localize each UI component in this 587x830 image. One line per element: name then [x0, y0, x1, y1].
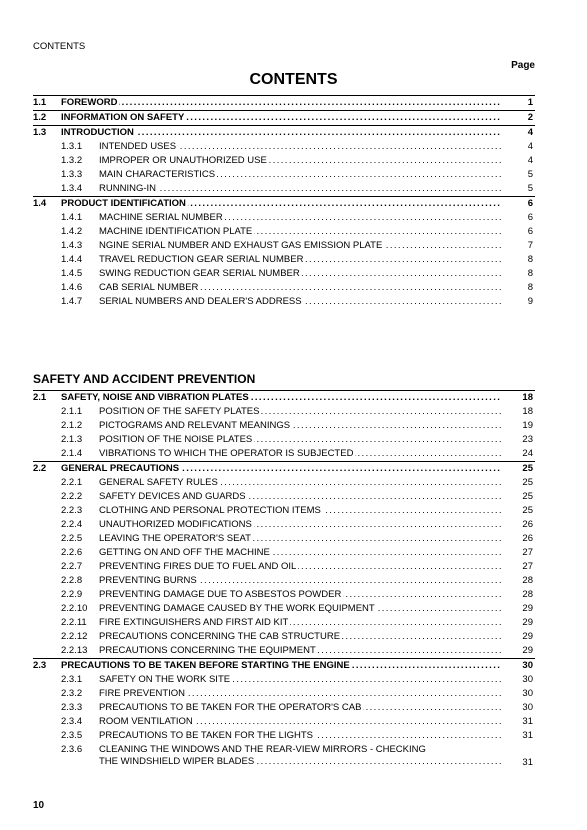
toc-entry-title: UNAUTHORIZED MODIFICATIONS	[99, 519, 252, 530]
toc-entry-row	[33, 687, 535, 701]
toc-entry-number: 1.4.3	[61, 240, 83, 251]
toc-entry-title: FOREWORD	[61, 97, 118, 108]
toc-entry-page: 1	[527, 97, 533, 108]
toc-entry-number: 2.2.13	[61, 645, 88, 656]
toc-chapter-row	[33, 196, 535, 211]
toc-chapter-row	[33, 125, 535, 140]
toc-entry-title: SAFETY, NOISE AND VIBRATION PLATES	[61, 392, 249, 403]
toc-entry-row	[33, 295, 535, 309]
toc-entry-page: 30	[522, 688, 533, 699]
toc-entry-row	[33, 673, 535, 687]
toc-entry-number: 2.2.6	[61, 547, 83, 558]
toc-entry-number: 1.1	[33, 97, 47, 108]
toc-entry-title: INFORMATION ON SAFETY	[61, 112, 185, 123]
toc-entry-leader	[61, 392, 501, 404]
toc-entry-leader	[99, 254, 501, 266]
toc-entry-row	[33, 419, 535, 433]
toc-entry-number: 2.2.12	[61, 631, 88, 642]
toc-entry-page: 2	[527, 112, 533, 123]
toc-entry-number: 1.4.1	[61, 212, 83, 223]
toc-entry-page: 25	[522, 463, 533, 474]
toc-entry-title: NGINE SERIAL NUMBER AND EXHAUST GAS EMISSION PLATE	[99, 240, 383, 251]
toc-chapter-row	[33, 658, 535, 673]
toc-entry-row	[33, 211, 535, 225]
toc-entry-leader	[99, 282, 501, 294]
toc-entry-title: PRECAUTIONS CONCERNING THE EQUIPMENT	[99, 645, 316, 656]
toc-entry-title: SWING REDUCTION GEAR SERIAL NUMBER	[99, 268, 300, 279]
toc-entry-page: 25	[522, 491, 533, 502]
toc-entry-title: PREVENTING BURNS	[99, 575, 197, 586]
toc-entry-title: SAFETY DEVICES AND GUARDS	[99, 491, 246, 502]
toc-entry-title: CLOTHING AND PERSONAL PROTECTION ITEMS	[99, 505, 321, 516]
toc-entry-number: 1.3.4	[61, 183, 83, 194]
toc-entry-row	[33, 743, 535, 769]
toc-entry-row	[33, 616, 535, 630]
toc-entry-page: 4	[527, 141, 533, 152]
toc-entry-page: 8	[527, 268, 533, 279]
toc-entry-title: PRECAUTIONS TO BE TAKEN FOR THE OPERATOR'S CAB	[99, 702, 362, 713]
toc-entry-page: 19	[522, 420, 533, 431]
toc-entry-leader	[61, 127, 501, 139]
toc-entry-number: 2.3.1	[61, 674, 83, 685]
toc-entry-leader	[99, 533, 501, 545]
toc-entry-title: GENERAL SAFETY RULES	[99, 477, 218, 488]
toc-entry-title: POSITION OF THE NOISE PLATES	[99, 434, 253, 445]
toc-entry-number: 2.2.8	[61, 575, 83, 586]
toc-chapter-row	[33, 95, 535, 110]
toc-entry-page: 8	[527, 282, 533, 293]
toc-entry-page: 26	[522, 519, 533, 530]
toc-entry-number: 2.3.5	[61, 730, 83, 741]
toc-entry-page: 30	[522, 660, 533, 671]
toc-entry-number: 2.2.11	[61, 617, 87, 628]
toc-entry-page: 31	[522, 757, 533, 768]
toc-entry-number: 1.4.2	[61, 226, 83, 237]
toc-entry-number: 2.1.2	[61, 420, 83, 431]
toc-entry-row	[33, 588, 535, 602]
toc-entry-title: MACHINE SERIAL NUMBER	[99, 212, 223, 223]
toc-entry-leader	[99, 183, 501, 195]
toc-entry-number: 2.3.6	[61, 744, 83, 755]
toc-entry-leader	[61, 463, 501, 475]
running-header: CONTENTS	[33, 41, 86, 52]
toc-entry-title: INTENDED USES	[99, 141, 177, 152]
toc-entry-leader	[99, 617, 501, 629]
toc-entry-row	[33, 574, 535, 588]
toc-entry-page: 4	[527, 127, 533, 138]
toc-entry-number: 1.4.4	[61, 254, 83, 265]
toc-entry-row	[33, 546, 535, 560]
toc-entry-number: 2.2.3	[61, 505, 83, 516]
toc-entry-number: 1.4	[33, 198, 47, 209]
toc-entry-number: 2.2.9	[61, 589, 83, 600]
toc-entry-page: 8	[527, 254, 533, 265]
toc-entry-title: MAIN CHARACTERISTICS	[99, 169, 216, 180]
toc-entry-number: 2.1.4	[61, 448, 83, 459]
toc-chapter-row	[33, 390, 535, 405]
toc-entry-row	[33, 532, 535, 546]
toc-entry-leader	[99, 268, 501, 280]
toc-entry-row	[33, 630, 535, 644]
toc-entry-leader	[99, 406, 501, 418]
toc-entry-number: 1.3	[33, 127, 47, 138]
toc-entry-title: FIRE EXTINGUISHERS AND FIRST AID KIT	[99, 617, 289, 628]
toc-entry-page: 24	[522, 448, 533, 459]
toc-entry-number: 1.2	[33, 112, 47, 123]
toc-entry-page: 5	[527, 169, 533, 180]
toc-entry-number: 1.4.7	[61, 296, 83, 307]
toc-entry-title: PICTOGRAMS AND RELEVANT MEANINGS	[99, 420, 291, 431]
toc-entry-page: 29	[522, 645, 533, 656]
toc-entry-leader	[99, 240, 501, 252]
toc-entry-title: PRECAUTIONS CONCERNING THE CAB STRUCTURE	[99, 631, 341, 642]
toc-entry-title: FIRE PREVENTION	[99, 688, 186, 699]
toc-entry-row	[33, 405, 535, 419]
toc-entry-row	[33, 253, 535, 267]
toc-entry-title: VIBRATIONS TO WHICH THE OPERATOR IS SUBJECTED	[99, 448, 354, 459]
toc-entry-number: 2.3.4	[61, 716, 83, 727]
toc-entry-leader	[99, 169, 501, 181]
toc-entry-title: MACHINE IDENTIFICATION PLATE	[99, 226, 253, 237]
toc-entry-leader	[99, 645, 501, 657]
toc-entry-page: 6	[527, 198, 533, 209]
toc-part-1	[33, 95, 535, 309]
toc-entry-title-line2: THE WINDSHIELD WIPER BLADES	[99, 756, 255, 767]
toc-entry-title: PRECAUTIONS TO BE TAKEN FOR THE LIGHTS	[99, 730, 313, 741]
toc-entry-row	[33, 447, 535, 461]
toc-entry-number: 2.2.1	[61, 477, 83, 488]
toc-entry-title: POSITION OF THE SAFETY PLATES	[99, 406, 260, 417]
toc-entry-leader	[61, 660, 501, 672]
toc-entry-leader	[99, 477, 501, 489]
toc-entry-page: 31	[522, 730, 533, 741]
toc-entry-row	[33, 560, 535, 574]
toc-entry-number: 2.2.4	[61, 519, 83, 530]
toc-entry-leader	[99, 491, 501, 503]
toc-entry-number: 1.4.6	[61, 282, 83, 293]
toc-entry-page: 25	[522, 505, 533, 516]
toc-entry-title: PREVENTING DAMAGE DUE TO ASBESTOS POWDER	[99, 589, 342, 600]
toc-entry-number: 2.1	[33, 392, 47, 403]
toc-entry-number: 2.2	[33, 463, 47, 474]
toc-entry-page: 29	[522, 603, 533, 614]
toc-entry-title: RUNNING-IN	[99, 183, 156, 194]
toc-entry-row	[33, 644, 535, 658]
toc-entry-leader	[99, 702, 501, 714]
toc-entry-leader	[99, 155, 501, 167]
toc-entry-leader	[99, 589, 501, 601]
toc-entry-row	[33, 602, 535, 616]
toc-entry-page: 30	[522, 674, 533, 685]
toc-entry-leader	[61, 97, 501, 109]
toc-entry-title: PREVENTING DAMAGE CAUSED BY THE WORK EQUIPMENT	[99, 603, 375, 614]
toc-entry-leader	[99, 561, 501, 573]
toc-entry-page: 18	[522, 392, 533, 403]
toc-entry-number: 1.4.5	[61, 268, 83, 279]
toc-entry-title: LEAVING THE OPERATOR'S SEAT	[99, 533, 251, 544]
toc-entry-row	[33, 701, 535, 715]
toc-entry-row	[33, 476, 535, 490]
toc-entry-leader	[99, 420, 501, 432]
toc-chapter-row	[33, 110, 535, 125]
toc-entry-number: 2.3	[33, 660, 47, 671]
toc-entry-number: 1.3.3	[61, 169, 83, 180]
toc-entry-number: 2.1.1	[61, 406, 83, 417]
toc-entry-leader	[99, 631, 501, 643]
toc-entry-leader	[99, 730, 501, 742]
toc-entry-leader	[99, 603, 501, 615]
toc-entry-page: 23	[522, 434, 533, 445]
toc-entry-row	[33, 504, 535, 518]
toc-entry-number: 2.1.3	[61, 434, 83, 445]
toc-entry-row	[33, 490, 535, 504]
toc-entry-page: 26	[522, 533, 533, 544]
toc-entry-page: 29	[522, 631, 533, 642]
toc-entry-page: 4	[527, 155, 533, 166]
toc-entry-page: 18	[522, 406, 533, 417]
toc-entry-title: INTRODUCTION	[61, 127, 134, 138]
toc-chapter-row	[33, 461, 535, 476]
toc-entry-page: 5	[527, 183, 533, 194]
toc-entry-page: 9	[527, 296, 533, 307]
toc-entry-number: 2.3.3	[61, 702, 83, 713]
toc-entry-row	[33, 182, 535, 196]
toc-entry-row	[33, 267, 535, 281]
page-number: 10	[33, 800, 45, 811]
toc-entry-leader	[99, 547, 501, 559]
toc-entry-leader	[61, 112, 501, 124]
toc-entry-row	[33, 281, 535, 295]
toc-entry-page: 27	[522, 547, 533, 558]
toc-entry-row	[33, 518, 535, 532]
toc-entry-leader	[99, 716, 501, 728]
toc-entry-row	[33, 729, 535, 743]
toc-entry-leader	[99, 296, 501, 308]
toc-entry-page: 31	[522, 716, 533, 727]
toc-entry-title: PREVENTING FIRES DUE TO FUEL AND OIL	[99, 561, 297, 572]
toc-entry-title: SAFETY ON THE WORK SITE	[99, 674, 231, 685]
toc-entry-row	[33, 140, 535, 154]
toc-entry-row	[33, 433, 535, 447]
toc-entry-leader	[99, 141, 501, 153]
toc-entry-page: 28	[522, 589, 533, 600]
toc-entry-page: 28	[522, 575, 533, 586]
toc-entry-row	[33, 225, 535, 239]
toc-entry-number: 1.3.2	[61, 155, 83, 166]
toc-entry-row	[33, 154, 535, 168]
toc-entry-number: 2.3.2	[61, 688, 83, 699]
toc-entry-number: 2.2.10	[61, 603, 88, 614]
toc-entry-title: ROOM VENTILATION	[99, 716, 193, 727]
toc-entry-page: 29	[522, 617, 533, 628]
page-title: CONTENTS	[249, 71, 338, 88]
toc-entry-number: 2.2.5	[61, 533, 83, 544]
toc-entry-row	[33, 239, 535, 253]
toc-entry-leader	[99, 674, 501, 686]
toc-entry-number: 2.2.7	[61, 561, 83, 572]
toc-entry-leader	[99, 575, 501, 587]
toc-entry-title: SERIAL NUMBERS AND DEALER'S ADDRESS	[99, 296, 302, 307]
toc-entry-leader	[99, 688, 501, 700]
toc-entry-leader	[61, 198, 501, 210]
toc-entry-title: PRECAUTIONS TO BE TAKEN BEFORE STARTING THE ENGINE	[61, 660, 350, 671]
toc-entry-title: CAB SERIAL NUMBER	[99, 282, 199, 293]
section-title: SAFETY AND ACCIDENT PREVENTION	[33, 372, 256, 386]
toc-entry-number: 2.2.2	[61, 491, 83, 502]
toc-entry-number: 1.3.1	[61, 141, 83, 152]
toc-entry-page: 30	[522, 702, 533, 713]
toc-entry-leader	[99, 505, 501, 517]
toc-entry-title-continued	[99, 756, 501, 768]
page-column-label: Page	[511, 60, 535, 71]
toc-entry-title: IMPROPER OR UNAUTHORIZED USE	[99, 155, 267, 166]
toc-entry-title: GENERAL PRECAUTIONS	[61, 463, 180, 474]
toc-entry-row	[33, 715, 535, 729]
toc-entry-page: 25	[522, 477, 533, 488]
toc-entry-page: 27	[522, 561, 533, 572]
toc-entry-page: 6	[527, 226, 533, 237]
toc-entry-leader	[99, 226, 501, 238]
toc-entry-title: CLEANING THE WINDOWS AND THE REAR-VIEW MIRRORS - CHECKING	[99, 744, 426, 755]
toc-entry-page: 7	[527, 240, 533, 251]
toc-entry-row	[33, 168, 535, 182]
toc-entry-leader	[99, 448, 501, 460]
toc-entry-title: TRAVEL REDUCTION GEAR SERIAL NUMBER	[99, 254, 304, 265]
toc-entry-page: 6	[527, 212, 533, 223]
toc-entry-leader	[99, 434, 501, 446]
toc-entry-leader	[99, 519, 501, 531]
toc-entry-leader	[99, 212, 501, 224]
toc-entry-title: GETTING ON AND OFF THE MACHINE	[99, 547, 270, 558]
toc-entry-title: PRODUCT IDENTIFICATION	[61, 198, 186, 209]
toc-part-2	[33, 390, 535, 769]
